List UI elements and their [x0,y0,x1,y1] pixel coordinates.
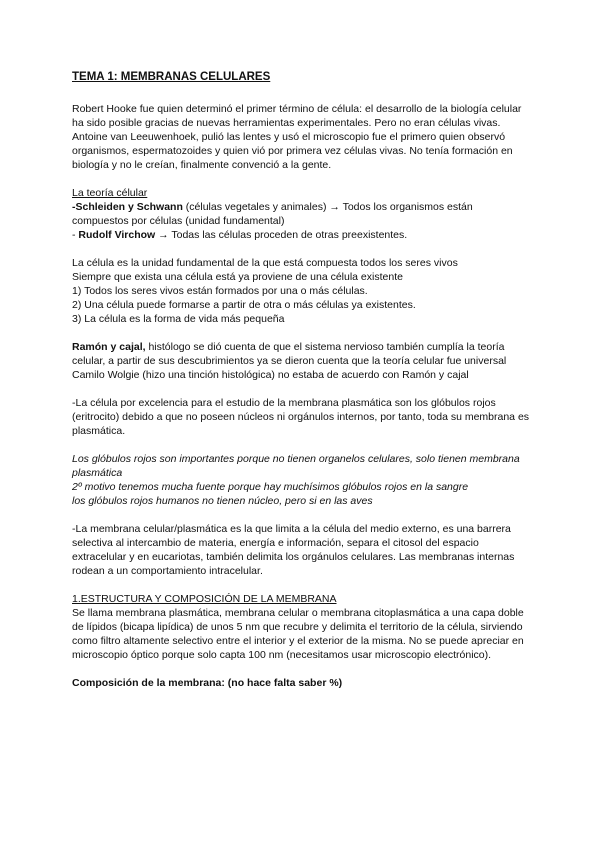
globulos-note-1: Los glóbulos rojos son importantes porque no tienen organelos celulares, solo tienen membrana plasmática [72,453,520,479]
estructura-paragraph: Se llama membrana plasmática, membrana celular o membrana citoplasmática a una capa doble de lípidos (bicapa lipídica) de unos 5 nm que recubre y delimita el territorio de la célula, sirviendo como filtro altamente selectivo entre el interior y el exterior de la misma. No se puede apreciar en microscopio óptico porque solo capta 100 nm (necesitamos usar microscopio electrónico). [72,607,524,661]
intro-leeuwenhoek: Antoine van Leeuwenhoek, pulió las lentes y usó el microscopio fue el primero quien observó organismos, espermatozoides y quien vió por primera vez células vivas. No tenía formación en biología y no le creían, finalmente convenció a la gente. [72,131,513,171]
membrana-paragraph: -La membrana celular/plasmática es la que limita a la célula del medio externo, es una barrera selectiva al intercambio de materia, energía e información, separa el citosol del espacio extracelular y en eucariotas, también delimita los orgánulos celulares. Las membranas internas rodean a un comportamiento intracelular. [72,523,515,577]
unidad-line-3: 1) Todos los seres vivos están formados por una o más células. [72,285,368,297]
ramon-name: Ramón y cajal, [72,341,146,353]
teoria-virchow: Rudolf Virchow [78,229,156,241]
globulos-note-2: 2º motivo tenemos mucha fuente porque hay muchísimos glóbulos rojos en la sangre [72,481,469,493]
unidad-line-1: La célula es la unidad fundamental de la que está compuesta todos los seres vivos [72,257,458,269]
globulos-paragraph: -La célula por excelencia para el estudio de la membrana plasmática son los glóbulos rojos (eritrocito) debido a que no poseen núcleos ni orgánulos internos, por tanto, toda su membrana es plasmática. [72,397,530,437]
unidad-line-2: Siempre que exista una célula está ya proviene de una célula existente [72,271,403,283]
ramon-paragraph [72,340,532,368]
unidad-line-5: 3) La célula es la forma de vida más pequeña [72,313,285,325]
teoria-schleiden: -Schleiden y Schwann [72,201,183,213]
teoria-line-2-prefix: - [72,229,79,241]
teoria-line-2 [72,228,532,242]
ramon-text: histólogo se dió cuenta de que el sistema nervioso también cumplía la teoría celular, a partir de sus descubrimientos ya se dieron cuenta que la teoría celular fue universal [72,341,507,367]
teoria-line-1-text: (células vegetales y animales) → Todos los organismos están compuestos por células (unidad fundamental) [72,201,473,227]
estructura-heading: 1.ESTRUCTURA Y COMPOSICIÓN DE LA MEMBRANA [72,593,337,605]
page-title: TEMA 1: MEMBRANAS CELULARES [72,71,271,83]
teoria-line-1 [72,200,532,228]
intro-hooke: Robert Hooke fue quien determinó el primer término de célula: el desarrollo de la biología celular ha sido posible gracias de nuevas herramientas experimentales. Pero no eran células vivas. [72,103,522,129]
document-body [72,70,532,690]
teoria-line-2-text: → Todas las células proceden de otras preexistentes. [155,229,408,241]
teoria-heading: La teoría célular [72,187,148,199]
unidad-line-4: 2) Una célula puede formarse a partir de otra o más células ya existentes. [72,299,416,311]
camilo-line: Camilo Wolgie (hizo una tinción histológica) no estaba de acuerdo con Ramón y cajal [72,369,469,381]
composicion-heading: Composición de la membrana: (no hace falta saber %) [72,677,343,689]
globulos-note-3: los glóbulos rojos humanos no tienen núcleo, pero si en las aves [72,495,373,507]
